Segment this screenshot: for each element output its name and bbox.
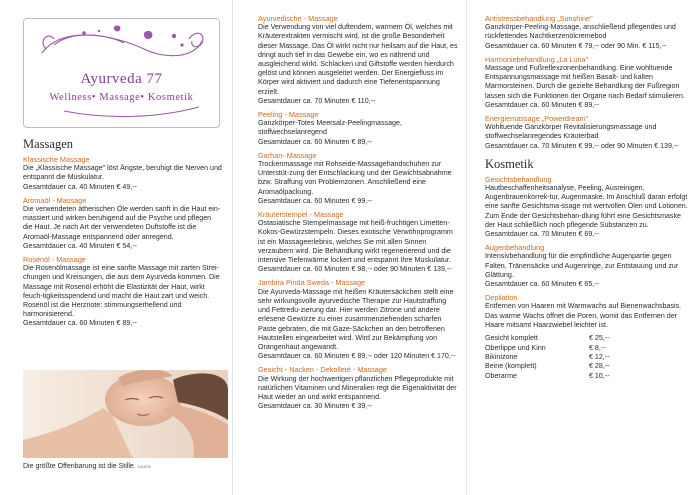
caption-author: Laotse: [137, 464, 152, 469]
service-title: Garhan- Massage: [258, 150, 317, 160]
service-item: [485, 243, 692, 289]
service-item: [485, 114, 692, 151]
service-title: Energiemassage „Powerdream": [485, 114, 589, 124]
massagen-heading: Massagen: [23, 137, 73, 151]
depilation-row: [485, 344, 692, 353]
service-title: Rosenöl - Massage: [23, 255, 86, 265]
depilation-row: [485, 334, 692, 343]
service-price: Gesamtdauer ca. 70 Minuten € 110,--: [258, 96, 376, 105]
service-description: Ganzkörper-Totes Meersalz-Peelingmassage, stoffwechselanregend: [258, 119, 402, 137]
service-title: Gesicht - Nacken - Dekolleté - Massage: [258, 365, 387, 375]
depilation-area: Oberlippe und Kinn: [485, 343, 546, 352]
service-title: Jambira Pinda Sweda - Massage: [258, 278, 366, 288]
service-item: [485, 14, 692, 51]
service-title: Aromaöl - Massage: [23, 195, 87, 205]
kosmetik-list: [485, 175, 692, 330]
service-title: Peeling - Massage: [258, 110, 319, 120]
massage-list-2: [258, 14, 460, 411]
service-item: [258, 110, 460, 147]
depilation-price: € 25,--: [589, 334, 610, 343]
service-title: Ayurvedische - Massage: [258, 14, 338, 23]
service-price: Gesamtdauer ca. 40 Minuten € 49,--: [23, 182, 137, 191]
logo-subtitle: Wellness• Massage• Kosmetik: [49, 92, 194, 103]
service-description: Intensivbehandlung für die empfindliche Augenpartie gegen Falten, Tränensäcke und Augenringe, zur Entstauung und zur Glättung.: [485, 252, 679, 279]
treatment-list: [485, 14, 692, 151]
depilation-price: € 10,--: [589, 371, 610, 380]
depilation-row: [485, 353, 692, 362]
service-item: [23, 255, 222, 329]
depilation-row: [485, 372, 692, 381]
service-price: Gesamtdauer ca. 60 Minuten € 89,--: [23, 319, 137, 328]
service-title: Augenbehandlung: [485, 243, 545, 253]
service-description: Hautbeschaffenheitsanalyse, Peeling, Ausreinigen, Augenbrauenkorrek-tur, Augenmaske. Im Anschluß daran erfolgt eine sanfte Gesichtsma-ssage mit wertvollen Ölen und Lotionen. Zum Ende der Gesichtsbehan-dlung führt eine Gesichtsmaske der Haut schließlich noch pflegende Substanzen zu.: [485, 184, 688, 229]
logo-title: Ayurveda 77: [80, 71, 163, 87]
service-description: Die Wirkung der hochwertigen pflanzlichen Pflegeprodukte mit natürlichen Vitaminen und Mineralien regt die Eigenaktivität der Haut wieder an und wirkt entspannend.: [258, 374, 457, 401]
service-title: Klassische Massage: [23, 155, 90, 164]
service-description: Entfernen von Haaren mit Warmwachs auf Bienenwachsbasis. Das warme Wachs öffnet die Poren, womit das Entfernen der Haare mitsamt Haarzwiebel leichter ist.: [485, 302, 682, 329]
service-item: [23, 196, 222, 251]
depilation-price: € 28,--: [589, 362, 610, 371]
service-title: Kräuterstempel - Massage: [258, 210, 344, 220]
logo: [23, 18, 220, 128]
service-item: [258, 365, 460, 411]
service-description: Ostasiatische Stempelmassage mit heiß-fruchtigen Limetten-Kokos-Gewürzstempeln. Dieses exotische Verwöhnprogramm ist ein Massageerlebnis, welches Sie mit allen Sinnen verzaubern wird. Die Behandlung wirkt regenerierend und die intensive Tiefenwärme lockert und entspannt Ihre Muskulatur.: [258, 219, 453, 265]
depilation-price: € 12,--: [589, 352, 610, 361]
service-title: Gesichtsbehandlung: [485, 174, 552, 184]
service-item: [485, 175, 692, 239]
service-item: [258, 151, 460, 206]
service-price: Gesamtdauer ca. 70 Minuten € 99,-- oder 90 Minuten € 139,--: [485, 141, 679, 150]
service-item: [258, 14, 460, 106]
service-title: Antistressbehandlung „Sunshine": [485, 14, 593, 23]
service-price: Gesamtdauer ca. 40 Minuten € 54,--: [23, 241, 137, 250]
service-item: [485, 293, 692, 330]
depilation-area: Gesicht komplett: [485, 334, 538, 343]
service-item: [258, 278, 460, 361]
depilation-row: [485, 362, 692, 371]
depilation-area: Bikinizone: [485, 352, 518, 361]
service-description: Trockenmassage mit Rohseide-Massagehandschuhen zur Unterstüt-zung der Entschlackung und der Gewichtsabnahme bzw. Straffung von Problemzonen. Anschließend eine Aromaölpackung.: [258, 160, 452, 196]
service-price: Gesamtdauer ca. 60 Minuten € 79,-- oder 90 Min. € 115,--: [485, 41, 667, 50]
depilation-area: Oberarme: [485, 371, 517, 380]
service-price: Gesamtdauer ca. 30 Minuten € 39,--: [258, 402, 372, 411]
massagen-list: [23, 155, 222, 329]
service-item: [258, 210, 460, 274]
kosmetik-heading: Kosmetik: [485, 156, 534, 171]
service-description: Ganzkörper-Peeling-Massage, anschließend pflegendes und rückfettendes Nachtkerzenölcremebod: [485, 23, 676, 41]
service-item: [485, 55, 692, 110]
column-middle: [232, 0, 466, 495]
service-description: Die Ayurveda-Massage mit heißen Kräutersäckchen stellt eine sehr wirkungsvolle ayurvedische Therapie zur Hautstraffung und Fettredu-zierung dar. Hier werden Zitrone und andere erlesene Gewürze zu einer zusammenziehenden scharfen Paste gebraten, die mit Gaze-Säckchen an den betroffenen Hautstellen eingearbeitet wird. Wird zur Bekämpfung von Orangenhaut angewandt.: [258, 287, 454, 351]
service-title: Harmoniebehandlung „La Luna": [485, 54, 589, 64]
service-description: Die „Klassische Massage" löst Ängste, beruhigt die Nerven und entspannt die Muskulatur.: [23, 164, 222, 182]
massage-photo: [23, 370, 228, 458]
service-price: Gesamtdauer ca. 60 Minuten € 65,--: [485, 280, 599, 289]
service-description: Die Rosenölmassage ist eine sanfte Massage mit zarten Strei-chungen und Kreisungen, die aus dem Ayurveda kommen. Die Massage mit Rosenöl erhöht die Elastizität der Haut, wirkt feuch-tigkeitsspendend und macht die Haut zart und weich. Rosenöl ist die Herznote: stimmungserhellend und harmonisierend.: [23, 264, 220, 319]
depilation-area: Beine (komplett): [485, 362, 537, 371]
service-item: [23, 155, 222, 192]
service-price: Gesamtdauer ca. 60 Minuten € 98,-- oder 90 Minuten € 139,--: [258, 265, 452, 274]
service-description: Massage und Fußreflexzonenbehandlung. Eine wohltuende Entspannungsmassage mit heißen Basalt- und kalten Marmorsteinen. Durch die gezielte Behandlung der Fußregion lassen sich die Funktionen der Organe nach Bedarf stimulieren.: [485, 64, 685, 100]
service-description: Wohltuende Ganzkörper Revitalisierungsmassage und stoffwechselanregendes Kräuterbad: [485, 123, 657, 141]
service-price: Gesamtdauer ca. 60 Minuten € 89,-- oder 120 Minuten € 170,--: [258, 352, 456, 361]
service-price: Gesamtdauer ca. 60 Minuten € 89,--: [258, 137, 372, 146]
service-description: Die verwendeten ätherischen Öle werden sanft in die Haut ein-massiert und wirken beruhigend auf die Psyche und pflegen die Haut. Je nach Art der verwendeten Duftstoffe ist die Aromaöl-Massage entspannend oder anregend.: [23, 205, 221, 241]
service-description: Die Verwendung von viel duftendem, warmem Öl, welches mit Kräuterextrakten vermischt wird, ist die große Besonderheit dieser Massage. Das Öl wirkt nicht nur heilsam auf die Haut, es dringt auch tief in das Gewebe ein, wo es nährend und ausgleichend wirkt. Schlacken und Giftstoffe werden hierdurch gelöst und können ausgeleitet werden. Der Energiefluss im Körper wird aktiviert und dadurch eine Tiefenentspannung erzielt.: [258, 23, 458, 96]
service-price: Gesamtdauer ca. 60 Minuten € 99,--: [258, 196, 372, 205]
photo-caption: Die größte Offenbarung ist die Stille. Laotse: [23, 463, 152, 470]
column-right: [466, 0, 700, 495]
depilation-price: € 8,--: [589, 343, 606, 352]
service-price: Gesamtdauer ca. 60 Minuten € 89,--: [485, 100, 599, 109]
service-price: Gesamtdauer ca. 70 Minuten € 69,--: [485, 230, 599, 239]
service-title: Depilation: [485, 293, 518, 303]
depilation-price-list: [485, 334, 692, 381]
